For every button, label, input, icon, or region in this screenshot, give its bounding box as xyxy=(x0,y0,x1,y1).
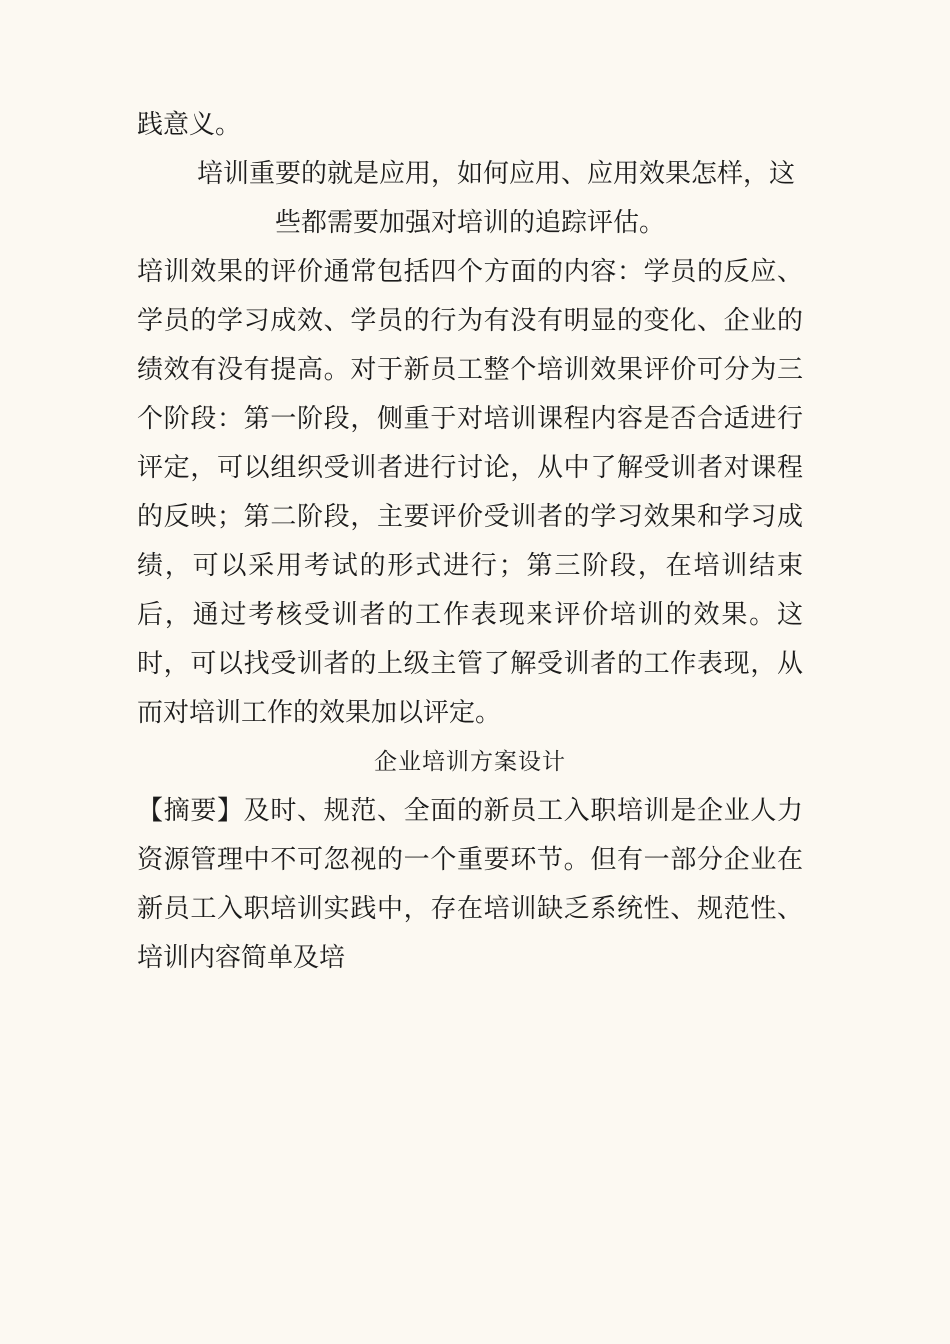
section-title: 企业培训方案设计 xyxy=(374,749,566,774)
paragraph-training-evaluation: 培训效果的评价通常包括四个方面的内容：学员的反应、学员的学习成效、学员的行为有没有明显的变化、企业的绩效有没有提高。对于新员工整个培训效果评价可分为三个阶段：第一阶段，侧重于对培训课程内容是否合适进行评定，可以组织受训者进行讨论，从中了解受训者对课程的反映；第二阶段，主要评价受训者的学习效果和学习成绩，可以采用考试的形式进行；第三阶段，在培训结束后，通过考核受训者的工作表现来评价培训的效果。这时，可以找受训者的上级主管了解受训者的工作表现，从而对培训工作的效果加以评定。 xyxy=(137,257,803,727)
paragraph-training-application: 培训重要的就是应用，如何应用、应用效果怎样，这些都需要加强对培训的追踪评估。 xyxy=(196,159,795,237)
abstract-text: 及时、规范、全面的新员工入职培训是企业人力资源管理中不可忽视的一个重要环节。但有一部分企业在新员工入职培训实践中，存在培训缺乏系统性、规范性、培训内容简单及培 xyxy=(137,796,803,972)
abstract-paragraph xyxy=(137,786,803,982)
abstract-label: 【摘要】 xyxy=(137,796,244,825)
paragraph-continued-from-previous-page: 践意义。 xyxy=(137,110,242,139)
